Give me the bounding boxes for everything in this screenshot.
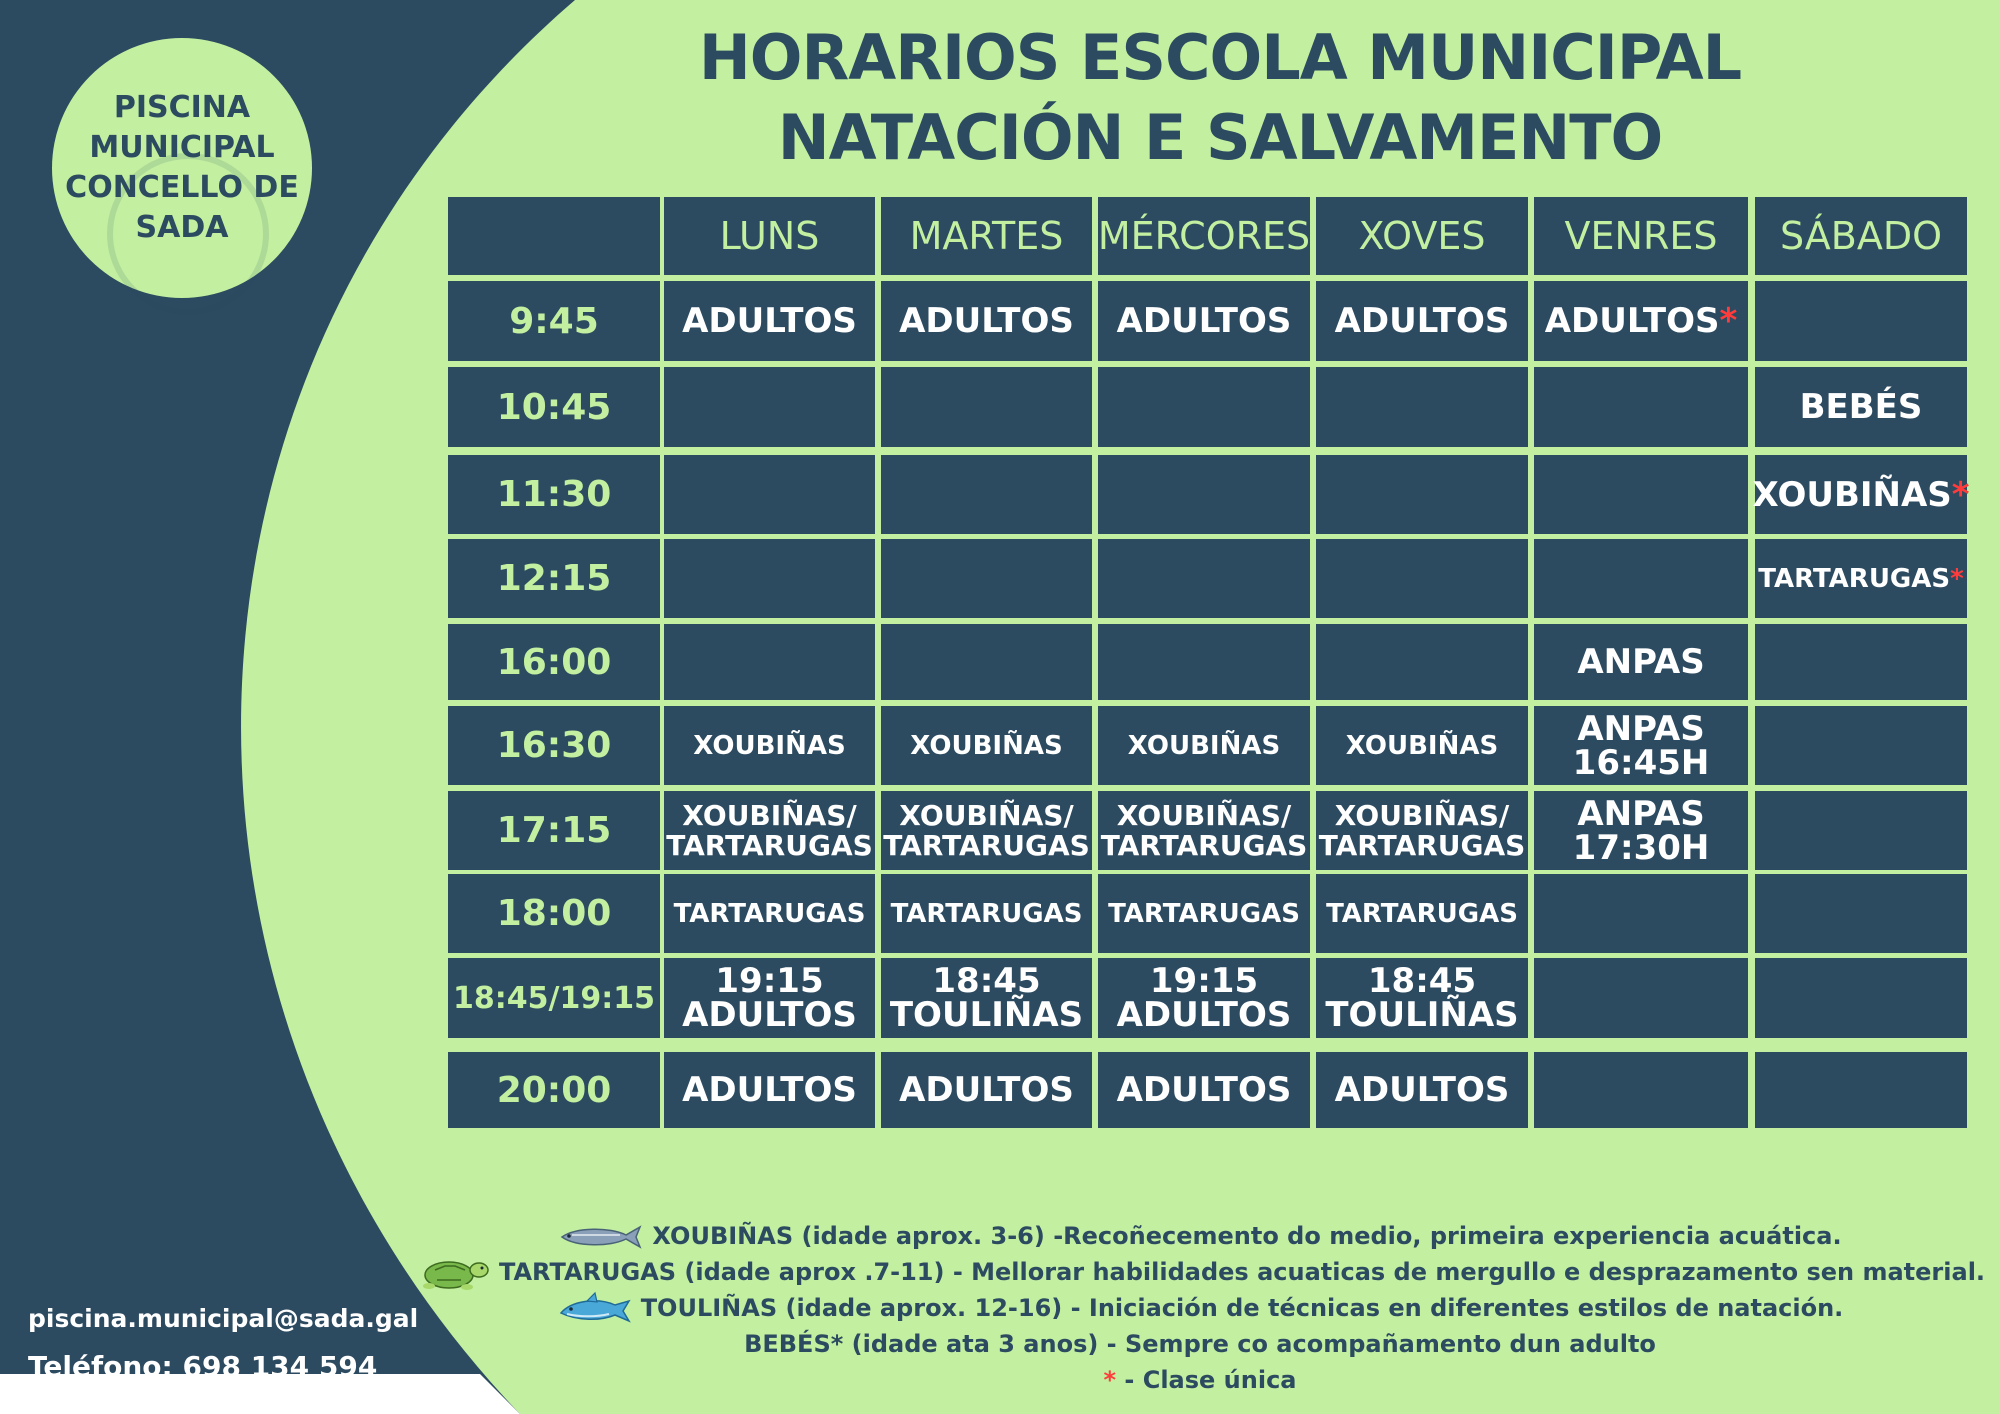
class-cell-line: 17:30H xyxy=(1572,827,1710,868)
class-name: ADULTOS xyxy=(1544,301,1720,341)
class-cell xyxy=(1755,539,1967,618)
class-cell xyxy=(1316,958,1528,1038)
class-cell xyxy=(1534,706,1748,785)
class-cell xyxy=(1098,791,1310,870)
empty-cell xyxy=(1755,706,1967,785)
empty-cell xyxy=(1755,874,1967,953)
time-slot-label: 20:00 xyxy=(496,1069,612,1111)
time-slot-label: 18:45/19:15 xyxy=(453,980,655,1016)
empty-cell xyxy=(1098,455,1310,534)
class-name: XOUBIÑAS xyxy=(1345,730,1499,761)
turtle-icon xyxy=(415,1256,491,1290)
class-cell-line: TOULIÑAS xyxy=(889,995,1084,1035)
empty-cell xyxy=(1755,1052,1967,1128)
logo-line-3: CONCELLO DE xyxy=(65,170,299,205)
legend-xoubinas xyxy=(400,1218,2000,1254)
class-cell xyxy=(1098,706,1310,785)
class-name: TARTARUGAS xyxy=(673,898,866,929)
logo-line-4: SADA xyxy=(135,210,229,245)
empty-cell xyxy=(881,539,1092,618)
empty-cell xyxy=(1316,455,1528,534)
class-name: ADULTOS xyxy=(1116,301,1292,341)
class-cell xyxy=(1755,367,1967,447)
empty-cell xyxy=(1755,624,1967,700)
class-cell xyxy=(1534,624,1748,700)
time-slot-label: 18:00 xyxy=(496,893,612,934)
class-cell-line: TOULIÑAS xyxy=(1325,995,1519,1035)
empty-cell xyxy=(1755,281,1967,361)
legend-asterisk: * xyxy=(1103,1366,1117,1394)
contact-email[interactable]: piscina.municipal@sada.gal xyxy=(28,1304,419,1333)
time-slot-label: 9:45 xyxy=(509,300,599,342)
legend-clase-unica xyxy=(400,1362,2000,1398)
empty-cell xyxy=(1098,539,1310,618)
empty-cell xyxy=(1755,958,1967,1038)
class-cell-line: TARTARUGAS xyxy=(883,828,1090,862)
day-header-martes xyxy=(881,197,1092,275)
empty-cell xyxy=(1534,958,1748,1038)
class-name: TARTARUGAS xyxy=(890,898,1083,929)
empty-cell xyxy=(1534,455,1748,534)
class-cell xyxy=(1316,874,1528,953)
class-cell-line: XOUBIÑAS/ xyxy=(1334,798,1510,832)
title-line-1: HORARIOS ESCOLA MUNICIPAL xyxy=(698,21,1742,94)
class-cell xyxy=(1534,281,1748,361)
legend-tartarugas-text: TARTARUGAS (idade aprox .7-11) - Mellorar habilidades acuaticas de mergullo e desprazamento sen material. xyxy=(498,1258,1986,1286)
class-cell-line: ADULTOS xyxy=(682,995,857,1035)
empty-cell xyxy=(664,455,875,534)
page-title xyxy=(540,18,1900,178)
class-name: TARTARUGAS xyxy=(1326,898,1518,929)
time-slot-label: 16:00 xyxy=(496,641,612,683)
day-header-label: MÉRCORES xyxy=(1097,214,1311,258)
class-cell xyxy=(1752,455,1970,534)
class-cell-line: ANPAS xyxy=(1577,793,1705,834)
time-slot-label: 10:45 xyxy=(496,386,612,428)
time-slot-16-30 xyxy=(448,706,660,785)
day-header-mercores xyxy=(1098,197,1310,275)
class-cell-line: ANPAS xyxy=(1577,708,1705,749)
class-cell-line: 18:45 xyxy=(932,961,1041,1001)
time-slot-label: 17:15 xyxy=(496,810,612,851)
class-cell xyxy=(664,791,875,870)
class-cell-line: XOUBIÑAS/ xyxy=(682,798,857,832)
day-header-label: SÁBADO xyxy=(1779,214,1943,258)
empty-cell xyxy=(1098,624,1310,700)
class-name: XOUBIÑAS xyxy=(910,730,1063,761)
empty-cell xyxy=(1316,624,1528,700)
class-cell xyxy=(664,706,875,785)
empty-cell xyxy=(664,367,875,447)
time-slot-18-00 xyxy=(448,874,660,953)
time-slot-label: 12:15 xyxy=(496,558,612,599)
legend-clase-unica-text: - Clase única xyxy=(1116,1366,1297,1394)
pool-logo xyxy=(52,38,312,298)
day-header-label: XOVES xyxy=(1358,214,1486,258)
empty-cell xyxy=(1534,367,1748,447)
time-slot-17-15 xyxy=(448,791,660,870)
class-cell xyxy=(1098,281,1310,361)
class-name: BEBÉS xyxy=(1799,387,1923,427)
class-name: XOUBIÑAS xyxy=(693,730,846,761)
class-name: ANPAS xyxy=(1577,642,1705,682)
legend-toulinas xyxy=(400,1290,2000,1326)
time-slot-18-45-19-15 xyxy=(448,958,660,1038)
empty-cell xyxy=(1534,1052,1748,1128)
class-cell xyxy=(881,791,1092,870)
class-cell xyxy=(881,281,1092,361)
empty-cell xyxy=(1534,539,1748,618)
class-cell xyxy=(1316,791,1528,870)
class-cell-line: TARTARUGAS xyxy=(1100,828,1308,862)
class-cell xyxy=(881,958,1092,1038)
contact-phone: Teléfono: 698 134 594 xyxy=(28,1350,378,1383)
class-cell xyxy=(1316,1052,1528,1128)
day-header-label: LUNS xyxy=(719,214,820,258)
day-header-label: VENRES xyxy=(1564,214,1718,258)
class-cell-line: 18:45 xyxy=(1367,961,1477,1001)
dolphin-icon xyxy=(557,1293,633,1325)
empty-cell xyxy=(1534,874,1748,953)
class-cell xyxy=(881,1052,1092,1128)
empty-cell xyxy=(881,367,1092,447)
empty-cell xyxy=(881,624,1092,700)
day-header-luns xyxy=(664,197,875,275)
class-cell-line: XOUBIÑAS/ xyxy=(1116,798,1292,832)
legend-xoubinas-text: XOUBIÑAS (idade aprox. 3-6) -Recoñecemento do medio, primeira experiencia acuática. xyxy=(652,1222,1842,1250)
time-slot-16-00 xyxy=(448,624,660,700)
empty-cell xyxy=(1316,539,1528,618)
day-header-sabado xyxy=(1755,197,1967,275)
class-name: ADULTOS xyxy=(1334,301,1510,341)
time-slot-11-30 xyxy=(448,455,660,534)
time-slot-9-45 xyxy=(448,281,660,361)
class-cell-line: 16:45H xyxy=(1572,742,1710,783)
single-class-asterisk: * xyxy=(1719,301,1738,341)
day-header-venres xyxy=(1534,197,1748,275)
legend-toulinas-text: TOULIÑAS (idade aprox. 12-16) - Iniciación de técnicas en diferentes estilos de natación. xyxy=(640,1294,1844,1322)
single-class-asterisk: * xyxy=(1950,563,1964,594)
empty-cell xyxy=(1098,367,1310,447)
empty-cell xyxy=(881,455,1092,534)
class-cell xyxy=(664,281,875,361)
table-corner xyxy=(448,197,660,275)
class-cell xyxy=(664,1052,875,1128)
class-cell-line: TARTARUGAS xyxy=(666,828,873,862)
class-name: ADULTOS xyxy=(1334,1070,1510,1110)
class-name: XOUBIÑAS xyxy=(1752,474,1952,515)
legend-bebes: BEBÉS* (idade ata 3 anos) - Sempre co acompañamento dun adulto xyxy=(744,1330,1656,1358)
empty-cell xyxy=(664,624,875,700)
class-cell xyxy=(664,874,875,953)
class-cell-line: TARTARUGAS xyxy=(1318,828,1526,862)
class-cell xyxy=(1316,706,1528,785)
empty-cell xyxy=(1316,367,1528,447)
time-slot-label: 16:30 xyxy=(496,725,612,766)
legend xyxy=(400,1218,2000,1398)
class-cell xyxy=(1098,1052,1310,1128)
class-name: TARTARUGAS xyxy=(1758,563,1951,594)
class-name: ADULTOS xyxy=(1116,1070,1292,1110)
class-cell xyxy=(1316,281,1528,361)
day-header-label: MARTES xyxy=(909,214,1064,258)
class-cell-line: 19:15 xyxy=(715,961,824,1001)
time-slot-label: 11:30 xyxy=(496,474,612,515)
class-cell xyxy=(1534,791,1748,870)
empty-cell xyxy=(664,539,875,618)
class-name: ADULTOS xyxy=(682,301,857,341)
class-cell-line: ADULTOS xyxy=(1116,995,1292,1035)
class-name: ADULTOS xyxy=(899,1070,1074,1110)
class-cell xyxy=(664,958,875,1038)
logo-line-2: MUNICIPAL xyxy=(89,130,275,165)
class-cell xyxy=(1098,874,1310,953)
empty-cell xyxy=(1755,791,1967,870)
class-name: TARTARUGAS xyxy=(1108,898,1300,929)
logo-line-1: PISCINA xyxy=(113,90,251,125)
title-line-2: NATACIÓN E SALVAMENTO xyxy=(777,101,1663,174)
class-name: ADULTOS xyxy=(682,1070,857,1110)
class-cell-line: XOUBIÑAS/ xyxy=(899,798,1074,832)
class-cell xyxy=(881,706,1092,785)
class-name: XOUBIÑAS xyxy=(1127,730,1281,761)
class-cell-line: 19:15 xyxy=(1149,961,1259,1001)
time-slot-20-00 xyxy=(448,1052,660,1128)
sardine-icon xyxy=(558,1224,644,1250)
legend-tartarugas xyxy=(400,1254,2000,1290)
class-name: ADULTOS xyxy=(899,301,1074,341)
class-cell xyxy=(1098,958,1310,1038)
single-class-asterisk: * xyxy=(1951,474,1970,515)
time-slot-12-15 xyxy=(448,539,660,618)
class-cell xyxy=(881,874,1092,953)
day-header-xoves xyxy=(1316,197,1528,275)
time-slot-10-45 xyxy=(448,367,660,447)
